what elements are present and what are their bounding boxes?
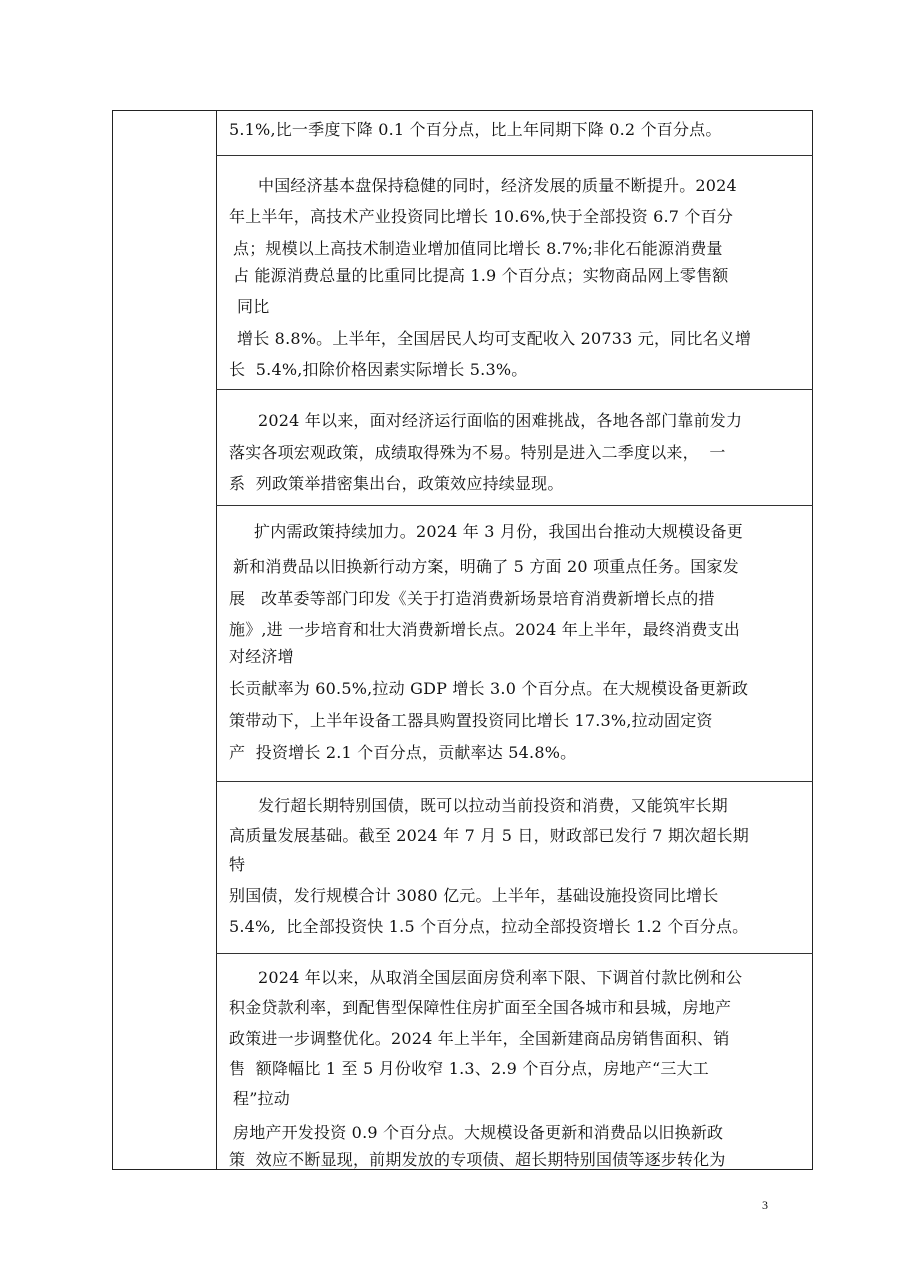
paragraph-separator	[216, 781, 813, 782]
text-line: 策带动下，上半年设备工器具购置投资同比增长 17.3%,拉动固定资	[229, 711, 713, 730]
text-line: 政策进一步调整优化。2024 年上半年，全国新建商品房销售面积、销	[229, 1029, 730, 1048]
text-line: 新和消费品以旧换新行动方案，明确了 5 方面 20 项重点任务。国家发	[233, 557, 739, 576]
text-line: 长贡献率为 60.5%,拉动 GDP 增长 3.0 个百分点。在大规模设备更新政	[229, 679, 749, 698]
text-line: 落实各项宏观政策，成绩取得殊为不易。特别是进入二季度以来， 一	[229, 443, 726, 462]
text-line: 售 额降幅比 1 至 5 月份收窄 1.3、2.9 个百分点，房地产“三大工	[229, 1059, 709, 1078]
text-line: 2024 年以来，从取消全国层面房贷利率下限、下调首付款比例和公	[258, 968, 743, 987]
text-line: 点；规模以上高技术制造业增加值同比增长 8.7%;非化石能源消费量	[233, 239, 723, 258]
text-line: 特	[229, 855, 246, 874]
paragraph-separator	[216, 389, 813, 390]
text-line: 增长 8.8%。上半年，全国居民人均可支配收入 20733 元，同比名义增	[237, 329, 752, 348]
text-line: 占 能源消费总量的比重同比提高 1.9 个百分点；实物商品网上零售额	[233, 266, 729, 285]
text-line: 积金贷款利率，到配售型保障性住房扩面至全国各城市和县城，房地产	[229, 998, 732, 1017]
text-line: 5.1%,比一季度下降 0.1 个百分点，比上年同期下降 0.2 个百分点。	[229, 120, 722, 139]
text-line: 发行超长期特别国债，既可以拉动当前投资和消费，又能筑牢长期	[258, 796, 728, 815]
text-line: 房地产开发投资 0.9 个百分点。大规模设备更新和消费品以旧换新政	[233, 1123, 724, 1142]
text-line: 年上半年，高技术产业投资同比增长 10.6%,快于全部投资 6.7 个百分	[229, 207, 734, 226]
text-line: 2024 年以来，面对经济运行面临的困难挑战，各地各部门靠前发力	[258, 411, 743, 430]
text-line: 高质量发展基础。截至 2024 年 7 月 5 日，财政部已发行 7 期次超长期	[229, 826, 749, 845]
text-line: 系 列政策举措密集出台，政策效应持续显现。	[229, 474, 564, 493]
text-line: 扩内需政策持续加力。2024 年 3 月份，我国出台推动大规模设备更	[254, 522, 743, 541]
text-line: 展 改革委等部门印发《关于打造消费新场景培育消费新增长点的措	[229, 589, 715, 608]
table-column-divider	[216, 110, 217, 1170]
text-line: 别国债，发行规模合计 3080 亿元。上半年，基础设施投资同比增长	[229, 886, 719, 905]
paragraph-separator	[216, 953, 813, 954]
text-line: 长 5.4%,扣除价格因素实际增长 5.3%。	[229, 360, 528, 379]
paragraph-separator	[216, 155, 813, 156]
text-line: 施》,进 一步培育和壮大消费新增长点。2024 年上半年，最终消费支出	[229, 620, 740, 639]
text-line: 策 效应不断显现，前期发放的专项债、超长期特别国债等逐步转化为	[229, 1150, 726, 1169]
text-line: 程”拉动	[233, 1089, 290, 1108]
text-line: 5.4%, 比全部投资快 1.5 个百分点，拉动全部投资增长 1.2 个百分点。	[229, 917, 749, 936]
text-line: 产 投资增长 2.1 个百分点，贡献率达 54.8%。	[229, 743, 577, 762]
page-number: 3	[762, 1198, 768, 1212]
text-line: 中国经济基本盘保持稳健的同时，经济发展的质量不断提升。2024	[258, 176, 737, 195]
text-line: 对经济增	[229, 647, 294, 666]
paragraph-separator	[216, 505, 813, 506]
text-line: 同比	[237, 297, 270, 316]
